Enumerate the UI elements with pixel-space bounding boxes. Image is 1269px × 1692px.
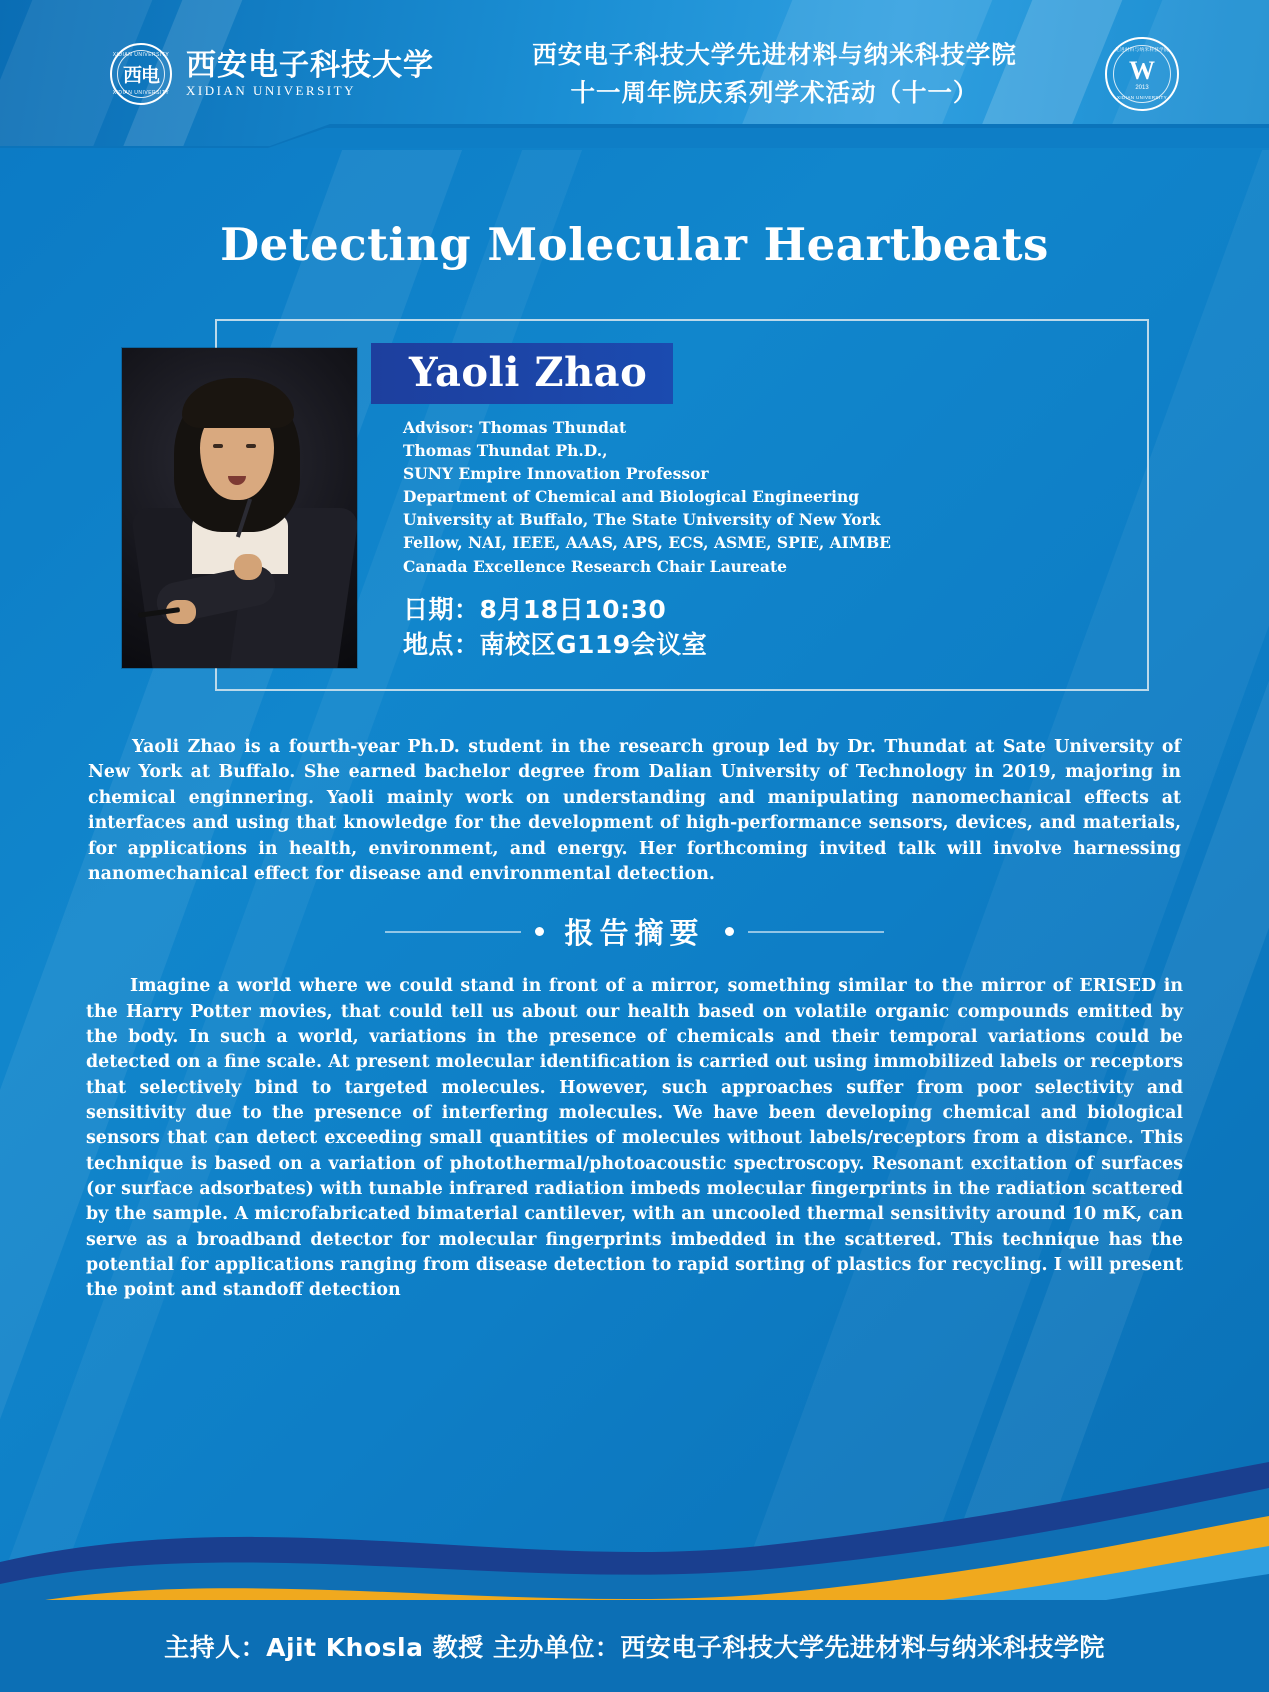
speaker-photo bbox=[122, 348, 357, 668]
abstract-heading: 报告摘要 bbox=[564, 916, 705, 951]
poster-footer bbox=[0, 1442, 1269, 1692]
footer-bar bbox=[0, 1600, 1269, 1692]
school-seal-year: 2013 bbox=[1135, 85, 1149, 91]
poster-header bbox=[0, 0, 1269, 148]
affiliation-line: Department of Chemical and Biological Engineering bbox=[403, 487, 860, 507]
school-seal-top-text: 先进材料与纳米科技学院 bbox=[1115, 47, 1169, 52]
affiliation-line: Fellow, NAI, IEEE, AAAS, APS, ECS, ASME, SPIE, AIMBE bbox=[403, 533, 891, 553]
abstract-section-header bbox=[0, 911, 1269, 952]
university-name-cn: 西安电子科技大学 bbox=[186, 47, 434, 83]
footer-text: 主持人：Ajit Khosla 教授 主办单位：西安电子科技大学先进材料与纳米科技学院 bbox=[164, 1633, 1105, 1662]
page-title: Detecting Molecular Heartbeats bbox=[220, 218, 1049, 271]
xidian-logo bbox=[110, 43, 434, 105]
event-title-line2: 十一周年院庆系列学术活动（十一） bbox=[570, 78, 979, 107]
xidian-seal-icon bbox=[110, 43, 172, 105]
school-seal-mark: W bbox=[1129, 56, 1155, 86]
affiliation-line: SUNY Empire Innovation Professor bbox=[403, 464, 709, 484]
talk-date: 日期：8月18日10:30 bbox=[403, 594, 667, 624]
abstract-text: Imagine a world where we could stand in front of a mirror, something similar to the mirror of ERISED in the Harry Potter movies, that could tell us about our health based on volatile organic compounds emitted by the body. In such a world, variations in the presence of chemicals and their temporal variations could be detected on a fine scale. At present molecular identification is carried out using immobilized labels or receptors that selectively bind to targeted molecules. However, such approaches suffer from poor selectivity and sensitivity due to the presence of interfering molecules. We have been developing chemical and biological sensors that can detect exceeding small quantities of molecules without labels/receptors from a distance. This technique is based on a variation of photothermal/photoacoustic spectroscopy. Resonant excitation of surfaces (or surface adsorbates) with tunable infrared radiation imbeds molecular fingerprints in the radiation scattered by the sample. A microfabricated bimaterial cantilever, with an uncooled thermal sensitivity around 10 mK, can serve as a broadband detector for molecular fingerprints imbedded in the scattered. This technique has the potential for applications ranging from disease detection to rapid sorting of plastics for recycling. I will present the point and standoff detection bbox=[86, 976, 1183, 1301]
divider-dot-right bbox=[725, 927, 734, 936]
seal-bottom-text: XIDIAN UNIVERSITY bbox=[112, 90, 170, 96]
seal-mark-text: 西电 bbox=[122, 65, 159, 87]
speaker-affiliation bbox=[403, 416, 1137, 578]
divider-line-left bbox=[385, 931, 521, 933]
affiliation-line: University at Buffalo, The State University of New York bbox=[403, 510, 881, 530]
affiliation-line: Advisor: Thomas Thundat bbox=[403, 418, 627, 437]
speaker-bio: Yaoli Zhao is a fourth-year Ph.D. student in the research group led by Dr. Thundat at Sate University of New York at Buffalo. She earned bachelor degree from Dalian University of Technology in 2019, majoring in chemical enginnering. Yaoli mainly work on understanding and manipulating nanomechanical effects at interfaces and using that knowledge for the development of high-performance sensors, devices, and materials, for applications in health, environment, and energy. Her forthcoming invited talk will involve harnessing nanomechanical effect for disease and environmental detection. bbox=[88, 737, 1181, 885]
speaker-name-band bbox=[371, 343, 673, 404]
university-name-en: XIDIAN UNIVERSITY bbox=[186, 83, 356, 99]
divider-dot-left bbox=[535, 927, 544, 936]
event-title bbox=[434, 36, 1105, 112]
seal-top-text: XIDIAN UNIVERSITY bbox=[112, 52, 170, 58]
school-seal-icon bbox=[1105, 37, 1179, 111]
talk-logistics bbox=[403, 592, 1137, 663]
divider-line-right bbox=[748, 931, 884, 933]
speaker-block bbox=[215, 319, 1149, 691]
speaker-name: Yaoli Zhao bbox=[409, 349, 648, 396]
header-wave-divider bbox=[0, 120, 1269, 148]
poster-main bbox=[0, 218, 1269, 1304]
school-seal-bottom-text: XIDIAN UNIVERSITY bbox=[1116, 95, 1168, 100]
talk-location: 地点：南校区G119会议室 bbox=[403, 630, 708, 660]
event-title-line1: 西安电子科技大学先进材料与纳米科技学院 bbox=[532, 40, 1017, 70]
affiliation-line: Thomas Thundat Ph.D., bbox=[403, 441, 608, 461]
affiliation-line: Canada Excellence Research Chair Laureate bbox=[403, 556, 787, 576]
